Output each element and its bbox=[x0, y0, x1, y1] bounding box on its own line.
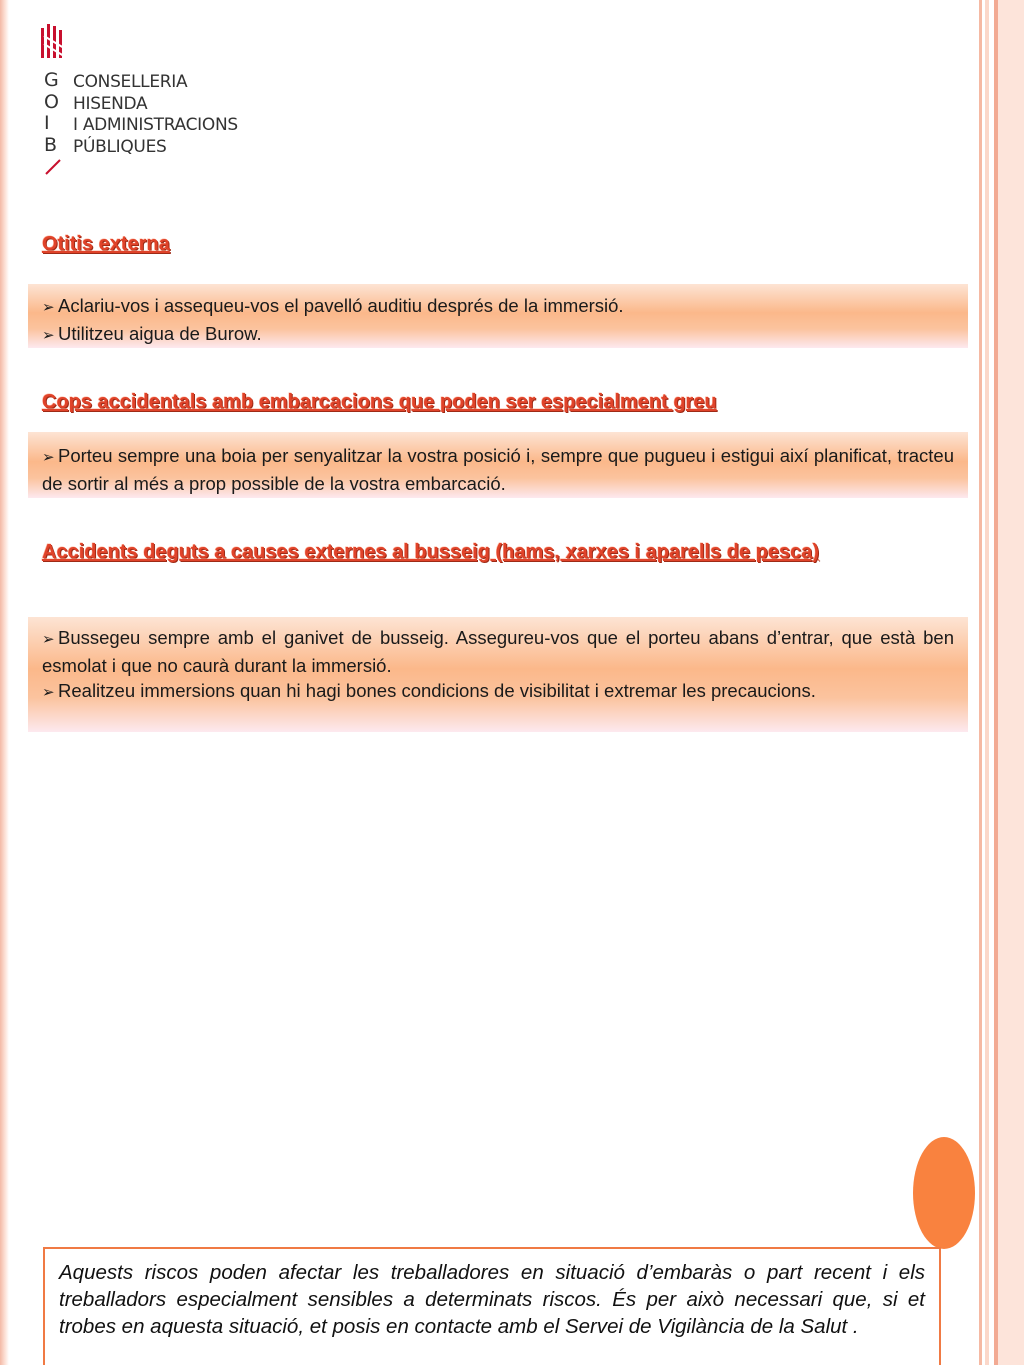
section-band-otitis bbox=[28, 284, 968, 348]
bullet-item bbox=[42, 321, 954, 349]
bullet-arrow-icon: ➢ bbox=[42, 449, 55, 466]
bullet-item bbox=[42, 293, 954, 321]
section-band-accidents bbox=[28, 617, 968, 732]
logo-slash-icon bbox=[44, 158, 62, 176]
slide-frame-left bbox=[0, 0, 9, 1365]
section-heading-accidents: Accidents deguts a causes externes al busseig (hams, xarxes i aparells de pesca) bbox=[42, 541, 820, 563]
bullet-item bbox=[42, 625, 954, 678]
bullet-item bbox=[42, 443, 954, 496]
section-heading-cops: Cops accidentals amb embarcacions que poden ser especialment greu bbox=[42, 391, 717, 413]
logo-line: PÚBLIQUES bbox=[73, 136, 167, 157]
bullet-arrow-icon: ➢ bbox=[42, 631, 55, 648]
bullet-text: Aclariu-vos i assequeu-vos el pavelló auditiu després de la immersió. bbox=[58, 295, 624, 316]
logo-letter: O bbox=[44, 90, 59, 113]
bullet-text: Utilitzeu aigua de Burow. bbox=[58, 322, 262, 344]
logo-letter: B bbox=[44, 133, 58, 156]
decorative-oval bbox=[913, 1137, 975, 1249]
logo-line: I ADMINISTRACIONS bbox=[73, 115, 238, 135]
logo-line: HISENDA bbox=[73, 93, 148, 114]
logo-letter: G bbox=[44, 69, 59, 91]
logo-line: CONSELLERIA bbox=[73, 72, 188, 92]
bullet-text: Realitzeu immersions quan hi hagi bones condicions de visibilitat i extremar les precaucions. bbox=[58, 680, 816, 701]
notice-text: Aquests riscos poden afectar les treballadores en situació d’embaràs o part recent i els treballadors especialment sensibles a determinats riscos. És per això necessari que, si et trobes en aquesta situació, et posis en contacte amb el Servei de Vigilància de la Salut . bbox=[59, 1261, 925, 1338]
bullet-arrow-icon: ➢ bbox=[42, 326, 55, 344]
section-heading-otitis: Otitis externa bbox=[42, 233, 170, 255]
notice-box bbox=[43, 1247, 941, 1365]
logo-letter: I bbox=[44, 112, 50, 134]
slide-frame-right bbox=[976, 0, 1024, 1365]
section-band-cops bbox=[28, 432, 968, 498]
logo-text bbox=[73, 72, 238, 158]
logo-letters bbox=[44, 70, 64, 156]
bullet-text: Porteu sempre una boia per senyalitzar la vostra posició i, sempre que pugueu i estigui així planificat, tracteu de sortir al més a prop possible de la vostra embarcació. bbox=[42, 445, 954, 494]
bullet-arrow-icon: ➢ bbox=[42, 684, 55, 701]
bullet-item bbox=[42, 678, 954, 706]
bullet-arrow-icon: ➢ bbox=[42, 299, 55, 316]
goib-emblem-icon bbox=[40, 22, 66, 60]
bullet-text: Bussegeu sempre amb el ganivet de busseig. Assegureu-vos que el porteu abans d’entrar, que està ben esmolat i que no caurà durant la immersió. bbox=[42, 627, 954, 676]
